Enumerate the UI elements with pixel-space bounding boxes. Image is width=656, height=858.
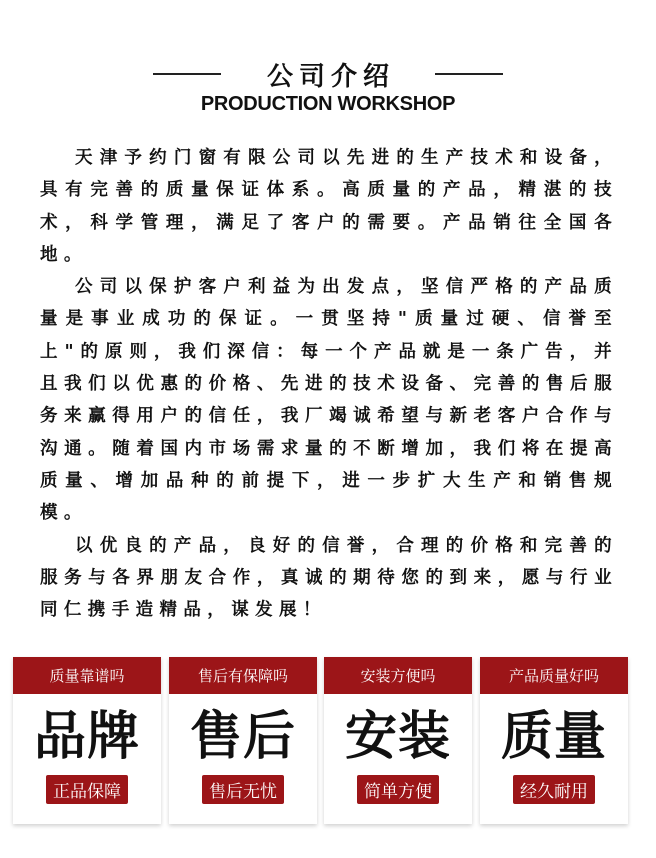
card-tag: 经久耐用 [513,775,595,804]
intro-paragraph: 以优良的产品，良好的信誉，合理的价格和完善的服务与各界朋友合作，真诚的期待您的到来，愿与行业同仁携手造精品，谋发展！ [40,535,618,621]
card-headline: 品牌 [33,707,140,767]
card-tag: 正品保障 [46,775,128,804]
page-subtitle: PRODUCTION WORKSHOP [200,93,456,115]
feature-card-after-sales [169,657,317,824]
card-question: 售后有保障吗 [169,657,317,694]
card-headline: 质量 [500,707,607,767]
section-title-row [0,54,656,94]
card-headline: 售后 [189,707,296,767]
intro-paragraph: 公司以保护客户利益为出发点，坚信严格的产品质量是事业成功的保证。一贯坚持"质量过硬、信誉至上"的原则，我们深信：每一个产品就是一条广告，并且我们以优惠的价格、先进的技术设备、完善的售后服务来赢得用户的信任，我厂竭诚希望与新老客户合作与沟通。随着国内市场需求量的不断增加，我们将在提高质量、增加品种的前提下，进一步扩大生产和销售规模。 [40,277,618,524]
card-tag: 售后无忧 [202,775,284,804]
title-left-rule [153,73,221,75]
title-right-rule [435,73,503,75]
card-tag: 简单方便 [357,775,439,804]
feature-card-quality [480,657,628,824]
card-question: 产品质量好吗 [480,657,628,694]
card-question: 安装方便吗 [324,657,472,694]
company-intro [40,142,618,626]
page-title: 公司介绍 [266,61,395,92]
intro-paragraph: 天津予约门窗有限公司以先进的生产技术和设备，具有完善的质量保证体系。高质量的产品，精湛的技术，科学管理，满足了客户的需要。产品销往全国各地。 [40,148,618,265]
feature-cards [13,657,643,827]
card-headline: 安装 [344,707,451,767]
feature-card-installation [324,657,472,824]
card-question: 质量靠谱吗 [13,657,161,694]
feature-card-brand [13,657,161,824]
